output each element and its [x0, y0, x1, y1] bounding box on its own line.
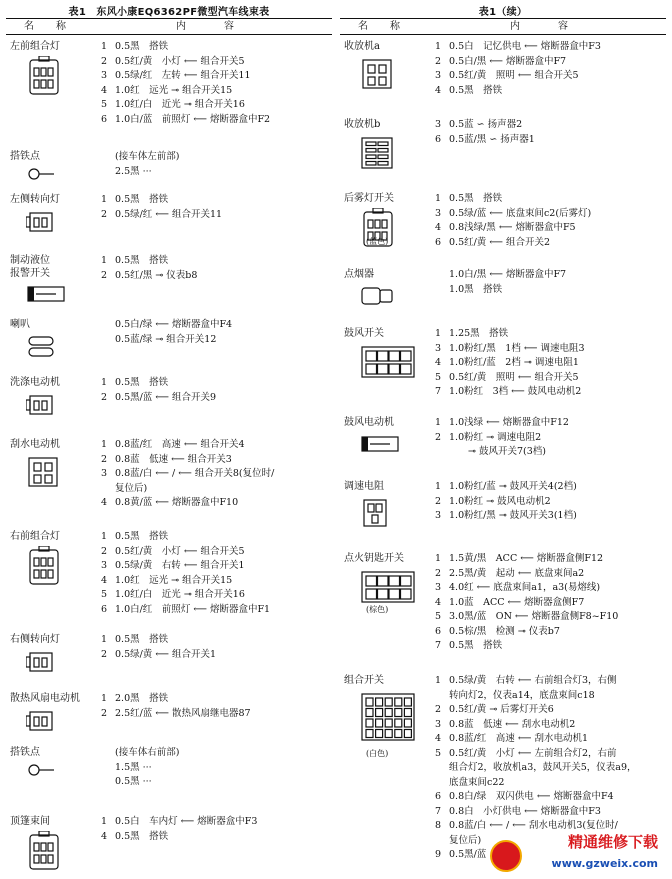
- wire-line: [101, 815, 335, 830]
- component-name: 收放机a: [344, 41, 380, 52]
- wire-description: 1.0白/红 前照灯 ⟵ 熔断器盒中F1: [115, 603, 271, 615]
- wire-line: [435, 567, 669, 582]
- wire-line: [435, 689, 669, 704]
- component-name: 组合开关: [344, 675, 384, 686]
- wire-line: [101, 40, 335, 55]
- wire-description: 2.5黑 ···: [115, 165, 152, 177]
- left-column: [6, 0, 332, 878]
- wire-list: [435, 552, 669, 654]
- connector-diagram-icon: [26, 708, 56, 738]
- pin-number: 6: [435, 625, 442, 637]
- component-name: 收放机b: [344, 119, 381, 130]
- wire-line: [435, 610, 669, 625]
- pin-number: 1: [101, 439, 108, 450]
- wire-line: [435, 133, 669, 148]
- pin-number: 1: [101, 41, 108, 52]
- component-name: 调速电阻: [344, 481, 384, 492]
- wire-line: [435, 207, 669, 222]
- header-name: 名 称: [358, 21, 406, 32]
- wire-line: [435, 55, 669, 70]
- wire-description: 0.5绿/红 左转 ⟵ 组合开关11: [115, 70, 251, 81]
- connector-diagram-icon: [360, 208, 396, 256]
- wire-line: [435, 192, 669, 207]
- pin-number: 1: [435, 675, 442, 686]
- wire-description: 0.8黄/蓝 ⟵ 熔断器盒中F10: [115, 497, 239, 508]
- component-name: 制动液位 报警开关: [10, 255, 50, 279]
- wire-line: [101, 545, 335, 560]
- pin-number: 4: [435, 222, 442, 233]
- wire-description: 0.5蓝 ∽ 扬声器2: [449, 119, 523, 130]
- wire-description: 1.0红/白 近光 ⊸ 组合开关16: [115, 99, 245, 110]
- wire-line: [435, 674, 669, 689]
- pin-number: 4: [101, 497, 108, 508]
- wire-line: [101, 165, 335, 180]
- pin-number: 1: [435, 481, 442, 492]
- wire-line: [435, 625, 669, 640]
- pin-number: 2: [435, 704, 442, 715]
- wire-list: [101, 40, 335, 127]
- wire-line: [101, 633, 335, 648]
- wire-line: [435, 69, 669, 84]
- wire-line: [435, 371, 669, 386]
- wire-line: [101, 55, 335, 70]
- table-header: [340, 18, 666, 35]
- wire-description: 1.0红 远光 ⊸ 组合开关15: [115, 574, 233, 586]
- connector-diagram-icon: [360, 496, 390, 534]
- wire-line: [435, 445, 669, 460]
- wire-line: [435, 596, 669, 611]
- wire-line: [101, 438, 335, 453]
- wire-description: 0.5绿/蓝 ⟵ 底盘束间c2(后雾灯): [449, 207, 592, 219]
- wire-description: 0.8白 小灯供电 ⟵ 熔断器盒中F3: [449, 805, 601, 817]
- wire-line: [101, 496, 335, 511]
- connector-color-label: (蓝色): [366, 237, 389, 246]
- component-name: 后雾灯开关: [344, 193, 394, 204]
- wire-line: [435, 84, 669, 99]
- pin-number: 2: [101, 453, 108, 465]
- pin-number: 1: [101, 194, 108, 205]
- pin-number: 1: [435, 553, 442, 564]
- wire-description: 0.5黑 搭铁: [115, 377, 169, 388]
- wire-line: [435, 416, 669, 431]
- wire-description: 0.5蓝/黑 ∽ 扬声器1: [449, 133, 535, 145]
- component-name: 左前组合灯: [10, 41, 60, 52]
- wire-description: 1.0浅绿 ⟵ 熔断器盒中F12: [449, 417, 569, 428]
- wire-description: 0.5白 记忆供电 ⟵ 熔断器盒中F3: [449, 41, 601, 52]
- pin-number: 3: [435, 582, 442, 593]
- wire-line: [435, 480, 669, 495]
- wire-description: 1.0粉红/黑 1档 ⟵ 调速电阻3: [449, 342, 585, 354]
- wire-description: 1.0粉红 ⊸ 鼓风电动机2: [449, 495, 551, 507]
- wire-description: 1.0红/白 近光 ⊸ 组合开关16: [115, 589, 245, 600]
- wire-description: 0.5白 车内灯 ⟵ 熔断器盒中F3: [115, 816, 258, 827]
- wire-description: ⊸ 鼓风开关7(3档): [449, 446, 546, 457]
- wire-line: [435, 732, 669, 747]
- pin-number: 6: [435, 133, 442, 145]
- wire-description: 0.5红/黄 ⊸ 后雾灯开关6: [449, 704, 554, 715]
- connector-diagram-icon: [360, 284, 394, 312]
- pin-number: 2: [101, 648, 108, 660]
- wire-description: 0.5红/黄 小灯 ⟵ 组合开关5: [115, 55, 245, 67]
- pin-number: 1: [101, 377, 108, 388]
- pin-number: 7: [435, 805, 442, 817]
- component-name: 喇叭: [10, 319, 30, 330]
- pin-number: 3: [101, 70, 108, 81]
- wire-description: 0.5蓝/绿 ⊸ 组合开关12: [115, 333, 217, 345]
- connector-diagram-icon: [26, 334, 56, 364]
- watermark-title: 精通维修下载: [567, 833, 658, 851]
- wire-list: [101, 193, 335, 222]
- wire-description: 3.0黑/蓝 ON ⟵ 熔断器盒侧F8~F10: [449, 611, 619, 622]
- wire-description: 1.0粉红/蓝 ⊸ 鼓风开关4(2档): [449, 481, 577, 492]
- header-content: 内 容: [510, 21, 574, 32]
- wire-line: [435, 118, 669, 133]
- wire-description: (接车体左前部): [115, 151, 180, 162]
- connector-diagram-icon: [360, 432, 400, 460]
- component-name: 鼓风开关: [344, 328, 384, 339]
- connector-diagram-icon: [26, 762, 56, 782]
- watermark-logo-icon: [490, 840, 522, 872]
- wire-description: 0.5白/黑 ⟵ 熔断器盒中F7: [449, 55, 567, 67]
- wire-list: [101, 815, 335, 844]
- wire-line: [101, 208, 335, 223]
- connector-diagram-icon: [26, 166, 56, 186]
- wire-description: 1.5黄/黑 ACC ⟵ 熔断器盒侧F12: [449, 553, 604, 564]
- wire-description: 0.5黑/蓝 ⟵ 组合开关9: [115, 391, 217, 403]
- pin-number: 3: [435, 718, 442, 730]
- wire-description: 0.8浅绿/黑 ⟵ 熔断器盒中F5: [449, 222, 576, 233]
- wire-line: [101, 333, 335, 348]
- wire-line: [435, 805, 669, 820]
- wire-line: [101, 376, 335, 391]
- connector-diagram-icon: [360, 56, 394, 96]
- wire-line: [101, 482, 335, 497]
- pin-number: 5: [101, 99, 108, 110]
- wire-list: [435, 40, 669, 98]
- pin-number: 6: [101, 603, 108, 615]
- wire-description: 0.5白/绿 ⟵ 熔断器盒中F4: [115, 319, 233, 330]
- wire-line: [435, 327, 669, 342]
- pin-number: 5: [101, 589, 108, 600]
- wire-line: [101, 692, 335, 707]
- wire-line: [101, 269, 335, 284]
- wire-description: 2.5红/蓝 ⟵ 散热风扇继电器87: [115, 707, 251, 719]
- pin-number: 1: [435, 193, 442, 204]
- wire-line: [435, 342, 669, 357]
- pin-number: 1: [101, 634, 108, 645]
- pin-number: 2: [101, 55, 108, 67]
- connector-color-label: (白色): [366, 749, 389, 758]
- wire-line: [435, 283, 669, 298]
- pin-number: 2: [101, 545, 108, 557]
- wire-list: [101, 438, 335, 511]
- wire-line: [435, 495, 669, 510]
- wire-description: 0.5红/黄 ⟵ 组合开关2: [449, 236, 551, 248]
- wire-description: 0.5红/黄 照明 ⟵ 组合开关5: [449, 371, 579, 383]
- wire-description: 2.0黑 搭铁: [115, 693, 169, 704]
- wire-line: [435, 761, 669, 776]
- wire-line: [101, 69, 335, 84]
- wire-line: [435, 431, 669, 446]
- pin-number: 7: [435, 640, 442, 651]
- wire-list: [101, 530, 335, 617]
- pin-number: 4: [435, 357, 442, 368]
- component-name: 右侧转向灯: [10, 634, 60, 645]
- wire-description: 0.8蓝 低速 ⟵ 刮水电动机2: [449, 718, 576, 730]
- pin-number: 1: [435, 417, 442, 428]
- wire-line: [101, 318, 335, 333]
- wire-list: [101, 746, 335, 790]
- wire-line: [435, 703, 669, 718]
- wire-description: 0.5绿/黄 右转 ⟵ 右前组合灯3，右侧: [449, 675, 617, 686]
- wire-line: [101, 530, 335, 545]
- wire-description: 1.0粉红 3档 ⟵ 鼓风电动机2: [449, 386, 582, 397]
- pin-number: 3: [435, 207, 442, 219]
- wire-description: 0.5黑 搭铁: [449, 193, 503, 204]
- connector-color-label: (棕色): [366, 605, 389, 614]
- pin-number: 1: [435, 328, 442, 339]
- pin-number: 3: [435, 119, 442, 130]
- wire-description: 0.5棕/黑 检测 ⊸ 仪表b7: [449, 625, 560, 637]
- wire-description: 0.8白/绿 双闪供电 ⟵ 熔断器盒中F4: [449, 791, 614, 802]
- wire-description: 1.0粉红/黑 ⊸ 鼓风开关3(1档): [449, 510, 577, 521]
- pin-number: 1: [101, 693, 108, 704]
- wire-description: 0.5黑 搭铁: [115, 41, 169, 52]
- wire-description: 1.5黑 ···: [115, 761, 152, 773]
- connector-diagram-icon: [360, 134, 394, 178]
- pin-number: 6: [435, 236, 442, 248]
- pin-number: 2: [435, 431, 442, 443]
- wire-list: [435, 416, 669, 460]
- wire-line: [101, 559, 335, 574]
- connector-diagram-icon: [26, 282, 66, 310]
- pin-number: 3: [435, 510, 442, 521]
- wire-description: 0.5黑 搭铁: [115, 531, 169, 542]
- wire-list: [435, 480, 669, 524]
- pin-number: 3: [435, 70, 442, 81]
- wire-list: [101, 692, 335, 721]
- wire-description: 转向灯2，仪表a14，底盘束间c18: [449, 689, 595, 701]
- pin-number: 2: [435, 495, 442, 507]
- wire-description: 0.5黑 搭铁: [115, 255, 169, 266]
- watermark-url: www.gzweix.com: [551, 857, 658, 870]
- wire-description: 0.5红/黄 小灯 ⟵ 组合开关5: [115, 545, 245, 557]
- table-title-continued: 表1（续）: [478, 7, 528, 18]
- wire-line: [101, 775, 335, 790]
- right-column: [340, 0, 666, 878]
- wire-description: 0.5绿/黄 右转 ⟵ 组合开关1: [115, 560, 245, 571]
- wire-description: 复位后): [115, 482, 148, 494]
- wire-description: 0.5黑/蓝: [449, 849, 487, 860]
- pin-number: 2: [435, 55, 442, 67]
- wire-description: 0.8蓝/白 ⟵ / ⟵ 刮水电动机3(复位时/: [449, 820, 618, 831]
- pin-number: 4: [101, 830, 108, 842]
- header-content: 内 容: [176, 21, 240, 32]
- pin-number: 2: [101, 269, 108, 281]
- connector-diagram-icon: [26, 649, 56, 679]
- component-name: 洗涤电动机: [10, 377, 60, 388]
- wire-description: 0.5红/黑 ⊸ 仪表b8: [115, 269, 198, 281]
- pin-number: 6: [435, 791, 442, 802]
- wire-line: [435, 747, 669, 762]
- wire-line: [101, 391, 335, 406]
- wire-line: [101, 98, 335, 113]
- wire-description: 0.5黑 搭铁: [115, 194, 169, 205]
- component-name: 鼓风电动机: [344, 417, 394, 428]
- pin-number: 5: [435, 611, 442, 622]
- wire-description: 底盘束间c22: [449, 776, 505, 788]
- wire-line: [435, 356, 669, 371]
- wire-description: (接车体右前部): [115, 747, 180, 758]
- wire-line: [101, 193, 335, 208]
- wire-line: [435, 385, 669, 400]
- wire-line: [101, 574, 335, 589]
- wire-line: [101, 707, 335, 722]
- wire-line: [101, 453, 335, 468]
- wire-line: [435, 40, 669, 55]
- component-name: 刮水电动机: [10, 439, 60, 450]
- wire-list: [435, 118, 669, 147]
- wire-line: [101, 761, 335, 776]
- wire-description: 0.8蓝 低速 ⟵ 组合开关3: [115, 453, 232, 465]
- component-name: 点火钥匙开关: [344, 553, 404, 564]
- pin-number: 7: [435, 386, 442, 397]
- connector-diagram-icon: [26, 56, 62, 104]
- wire-description: 0.5绿/黄 ⟵ 组合开关1: [115, 648, 217, 660]
- pin-number: 2: [435, 567, 442, 579]
- wire-description: 1.25黑 搭铁: [449, 328, 509, 339]
- wire-description: 组合灯2，收放机a3，鼓风开关5，仪表a9，: [449, 762, 637, 773]
- wire-line: [435, 718, 669, 733]
- component-name: 点烟器: [344, 269, 374, 280]
- pin-number: 3: [101, 468, 108, 479]
- wire-description: 1.0白/黑 ⟵ 熔断器盒中F7: [449, 269, 567, 280]
- connector-diagram-icon: [26, 546, 62, 594]
- wire-description: 复位后): [449, 834, 482, 846]
- pin-number: 3: [435, 342, 442, 354]
- wire-description: 1.0红 远光 ⊸ 组合开关15: [115, 84, 233, 96]
- wire-description: 1.0粉红/蓝 2档 ⊸ 调速电阻1: [449, 357, 579, 368]
- wire-description: 0.5黑 搭铁: [449, 640, 503, 651]
- wire-line: [435, 221, 669, 236]
- wire-description: 1.0黑 搭铁: [449, 283, 503, 295]
- component-name: 散热风扇电动机: [10, 693, 80, 704]
- wire-list: [435, 327, 669, 400]
- wire-line: [101, 467, 335, 482]
- component-name: 右前组合灯: [10, 531, 60, 542]
- wire-line: [435, 790, 669, 805]
- wire-description: 1.0粉红 ⊸ 调速电阻2: [449, 431, 542, 443]
- component-name: 顶篷束间: [10, 816, 50, 827]
- wire-line: [101, 150, 335, 165]
- wire-line: [435, 509, 669, 524]
- pin-number: 4: [435, 84, 442, 96]
- connector-diagram-icon: [26, 831, 62, 879]
- wire-line: [101, 648, 335, 663]
- connector-diagram-icon: [26, 209, 56, 239]
- header-name: 名 称: [24, 21, 72, 32]
- pin-number: 1: [101, 531, 108, 542]
- wire-list: [101, 376, 335, 405]
- wire-description: 1.0白/蓝 前照灯 ⟵ 熔断器盒中F2: [115, 113, 271, 125]
- pin-number: 4: [101, 574, 108, 586]
- pin-number: 2: [101, 208, 108, 220]
- wire-line: [101, 84, 335, 99]
- wire-line: [435, 581, 669, 596]
- connector-diagram-icon: [26, 454, 60, 494]
- component-name: 左侧转向灯: [10, 194, 60, 205]
- wire-list: [435, 268, 669, 297]
- wire-description: 0.8蓝/红 高速 ⟵ 刮水电动机1: [449, 733, 589, 744]
- wire-description: 0.5黑 ···: [115, 776, 152, 787]
- wire-description: 0.5红/黄 照明 ⟵ 组合开关5: [449, 70, 579, 81]
- wire-line: [101, 603, 335, 618]
- connector-diagram-icon: [360, 690, 416, 754]
- pin-number: 1: [101, 816, 108, 827]
- wire-line: [435, 236, 669, 251]
- pin-number: 5: [435, 371, 442, 383]
- wire-list: [101, 254, 335, 283]
- pin-number: 2: [101, 707, 108, 719]
- wire-description: 0.8蓝/红 高速 ⟵ 组合开关4: [115, 439, 245, 450]
- wire-line: [101, 830, 335, 845]
- wire-description: 0.5黑 搭铁: [115, 634, 169, 645]
- pin-number: 2: [101, 391, 108, 403]
- pin-number: 4: [435, 733, 442, 744]
- connector-diagram-icon: [360, 343, 416, 387]
- pin-number: 1: [101, 255, 108, 266]
- wire-description: 2.5黑/黄 起动 ⟵ 底盘束间a2: [449, 567, 585, 579]
- wire-description: 4.0红 ⟵ 底盘束间a1，a3(易熔线): [449, 582, 601, 593]
- wire-description: 0.5黑 搭铁: [449, 84, 503, 96]
- wire-list: [435, 192, 669, 250]
- wire-line: [101, 588, 335, 603]
- pin-number: 6: [101, 113, 108, 125]
- wire-description: 0.5红/黄 小灯 ⟵ 左前组合灯2，右前: [449, 747, 617, 759]
- pin-number: 4: [101, 84, 108, 96]
- pin-number: 5: [435, 747, 442, 759]
- component-name: 搭铁点: [10, 151, 40, 162]
- wire-list: [101, 318, 335, 347]
- pin-number: 9: [435, 849, 442, 860]
- wire-line: [435, 268, 669, 283]
- component-name: 搭铁点: [10, 747, 40, 758]
- wire-list: [101, 150, 335, 179]
- wire-line: [435, 639, 669, 654]
- wire-description: 0.5绿/红 ⟵ 组合开关11: [115, 208, 223, 220]
- table-header: [6, 18, 332, 35]
- wire-line: [101, 254, 335, 269]
- connector-diagram-icon: [26, 392, 56, 422]
- pin-number: 1: [435, 41, 442, 52]
- pin-number: 3: [101, 560, 108, 571]
- wire-description: 1.0蓝 ACC ⟵ 熔断器盒侧F7: [449, 596, 585, 608]
- wire-list: [101, 633, 335, 662]
- pin-number: 4: [435, 596, 442, 608]
- wire-description: 0.8蓝/白 ⟵ / ⟵ 组合开关8(复位时/: [115, 468, 275, 479]
- wire-line: [435, 776, 669, 791]
- wire-line: [101, 746, 335, 761]
- table-title: 表1 东风小康EQ6362PF微型汽车线束表: [68, 7, 270, 18]
- wire-line: [435, 552, 669, 567]
- pin-number: 8: [435, 820, 442, 831]
- wire-description: 0.5黑 搭铁: [115, 830, 169, 842]
- wire-line: [101, 113, 335, 128]
